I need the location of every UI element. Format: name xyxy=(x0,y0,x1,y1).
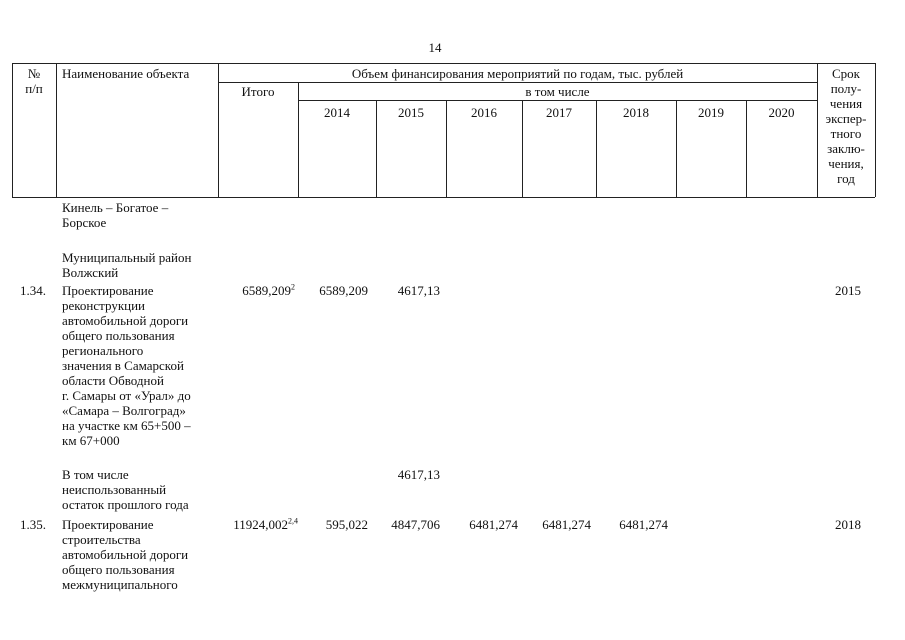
column-header-number: № п/п xyxy=(25,66,43,96)
row-value-2015: 4617,13 xyxy=(397,283,440,298)
row-value-2018: 6481,274 xyxy=(619,517,668,532)
row-deadline: 2018 xyxy=(835,517,861,532)
row-number: 1.35. xyxy=(20,517,46,532)
column-header-year: 2020 xyxy=(768,105,795,120)
row-total: 11924,002$^{2,4}$ xyxy=(233,516,298,532)
continuation-text: Кинель – Богатое – Борское xyxy=(62,200,169,230)
column-header-year: 2015 xyxy=(398,105,424,120)
row-name: Проектирование строительства автомобильной дороги общего пользования межмуниципального xyxy=(62,517,189,592)
row-deadline: 2015 xyxy=(835,283,861,298)
row-value-2016: 6481,274 xyxy=(469,517,518,532)
row-name: В том числе неиспользованный остаток прошлого года xyxy=(62,467,189,512)
district-heading: Муниципальный район Волжский xyxy=(62,250,192,280)
column-header-year: 2014 xyxy=(324,105,350,120)
row-value-2015: 4617,13 xyxy=(397,467,440,482)
column-header-year: 2016 xyxy=(471,105,497,120)
column-header-name: Наименование объекта xyxy=(62,66,190,81)
column-header-year: 2018 xyxy=(623,105,649,120)
column-header-including: в том числе xyxy=(525,84,590,99)
page-number: 14 xyxy=(428,40,442,55)
column-header-year: 2019 xyxy=(698,105,724,120)
column-header-total: Итого xyxy=(241,84,275,99)
row-value-2014: 595,022 xyxy=(325,517,368,532)
row-number: 1.34. xyxy=(20,283,46,298)
row-value-2015: 4847,706 xyxy=(391,517,440,532)
column-header-year: 2017 xyxy=(546,105,572,120)
row-name: Проектирование реконструкции автомобильной дороги общего пользования регионального значения в Самарской области Обводной г. Самары от «Урал» до «Самара – Волгоград» на участке км 65+500 – км 67+000 xyxy=(62,283,191,448)
row-value-2017: 6481,274 xyxy=(542,517,591,532)
column-header-deadline: Срок полу- чения экспер- тного заклю- чения, год xyxy=(825,66,867,186)
row-value-2014: 6589,209 xyxy=(319,283,368,298)
column-header-funding: Объем финансирования мероприятий по годам, тыс. рублей xyxy=(351,66,684,81)
row-total: 6589,209$^2$ xyxy=(242,282,295,298)
